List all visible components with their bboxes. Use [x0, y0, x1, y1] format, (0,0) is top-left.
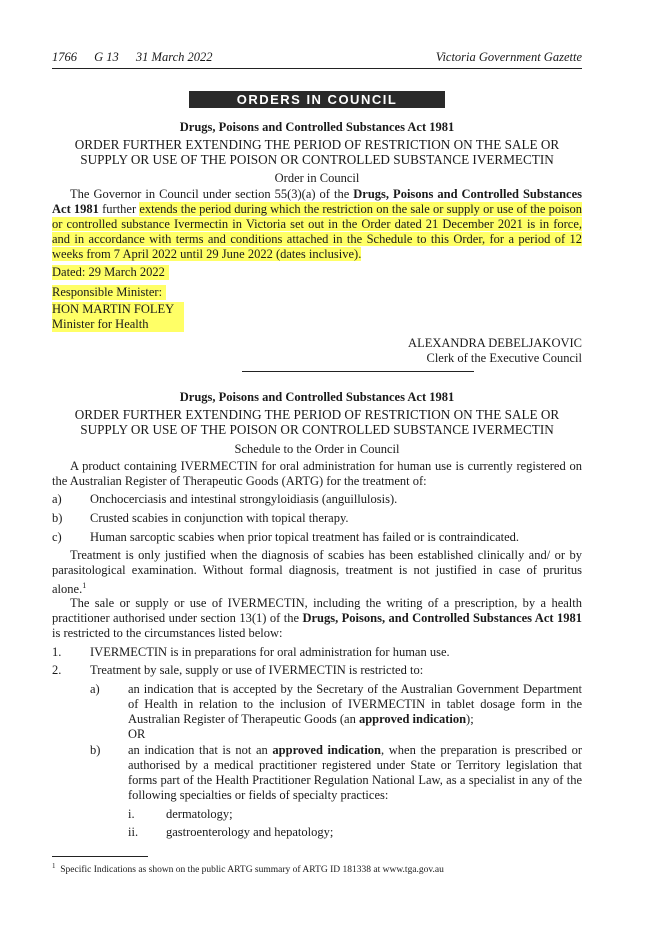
order-heading-line1: ORDER FURTHER EXTENDING THE PERIOD OF RESTRICTION ON THE SALE OR: [74, 137, 560, 152]
order-heading-line2: SUPPLY OR USE OF THE POISON OR CONTROLLED SUBSTANCE IVERMECTIN: [80, 152, 554, 167]
highlighted-extension-text: extends the period during which the restriction on the sale or supply or use of the poison or controlled substance Ivermectin in Victoria set out in the Order dated 21 December 2021 is in force, and in accordance with terms and conditions attached in the Schedule to this Order, for a period of 12 weeks from 7 April 2022 until 29 June 2022 (dates inclusive).: [52, 202, 582, 261]
page-header: [52, 50, 582, 66]
section-banner: ORDERS IN COUNCIL: [189, 91, 445, 108]
act-name-bold: Drugs, Poisons and Controlled Substances Act 1981: [52, 187, 583, 216]
schedule-intro: A product containing IVERMECTIN for oral administration for human use is currently registered on the Australian Register of Therapeutic Goods (ARTG) for the treatment of:: [52, 459, 582, 488]
gazette-code: G 13: [94, 50, 119, 64]
header-rule: [52, 68, 582, 69]
footnote: $^1$ Specific Indications as shown on the public ARTG summary of ARTG ID 181338 at www.tga.gov.au: [52, 862, 444, 876]
treatment-paragraph: Treatment is only justified when the diagnosis of scabies has been established clinically and/ or by parasitological examination. Without formal diagnosis, treatment is not justified in case of pruritus alone.$^1$: [52, 548, 582, 597]
responsible-minister-label: Responsible Minister:: [52, 285, 166, 300]
minister-name: HON MARTIN FOLEY: [52, 302, 184, 317]
sub-clause-b: b) an indication that is not an approved indication, when the preparation is prescribed or authorised by a medical practitioner registered under State or Territory legislation that forms part of the Health Practitioner Regulation National Law, as a specialist in any of the following specialties or fields of specialty practices:: [90, 743, 582, 802]
order-dated: Dated: 29 March 2022: [52, 265, 169, 280]
schedule-heading-line1: ORDER FURTHER EXTENDING THE PERIOD OF RESTRICTION ON THE SALE OR: [74, 407, 560, 422]
footnote-reference: 1: [82, 581, 87, 590]
order-act-title: Drugs, Poisons and Controlled Substances Act 1981: [179, 120, 455, 134]
footnote-rule: [52, 856, 148, 857]
clerk-title: Clerk of the Executive Council: [426, 351, 582, 365]
sub-clause-a: a) an indication that is accepted by the Secretary of the Australian Government Department of Health in relation to the inclusion of IVERMECTIN in tablet dosage form in the Australian Register of Therapeutic Goods (an approved indication); OR: [90, 682, 582, 741]
page-number: 1766: [52, 50, 77, 64]
order-body-paragraph: The Governor in Council under section 55(3)(a) of the Drugs, Poisons and Controlled Substances Act 1981 further extends the period during which the restriction on the sale or supply or use of the poison or controlled substance Ivermectin in Victoria set out in the Order dated 21 December 2021 is in force, and in accordance with terms and conditions attached in the Schedule to this Order, for a period of 12 weeks from 7 April 2022 until 29 June 2022 (dates inclusive).: [52, 187, 583, 261]
publication-title: Victoria Government Gazette: [435, 50, 582, 64]
gazette-date: 31 March 2022: [135, 50, 213, 64]
schedule-act-title: Drugs, Poisons and Controlled Substances Act 1981: [179, 390, 455, 404]
section-divider: [242, 371, 474, 372]
restriction-paragraph: The sale or supply or use of IVERMECTIN, including the writing of a prescription, by a health practitioner authorised under section 13(1) of the Drugs, Poisons, and Controlled Substances Act 1981 is restricted to the circumstances listed below:: [52, 596, 582, 640]
order-subheading: Order in Council: [274, 171, 360, 185]
clerk-name: ALEXANDRA DEBELJAKOVIC: [408, 336, 582, 350]
minister-title: Minister for Health: [52, 317, 184, 332]
schedule-subheading: Schedule to the Order in Council: [234, 442, 400, 456]
schedule-heading-line2: SUPPLY OR USE OF THE POISON OR CONTROLLED SUBSTANCE IVERMECTIN: [80, 422, 554, 437]
